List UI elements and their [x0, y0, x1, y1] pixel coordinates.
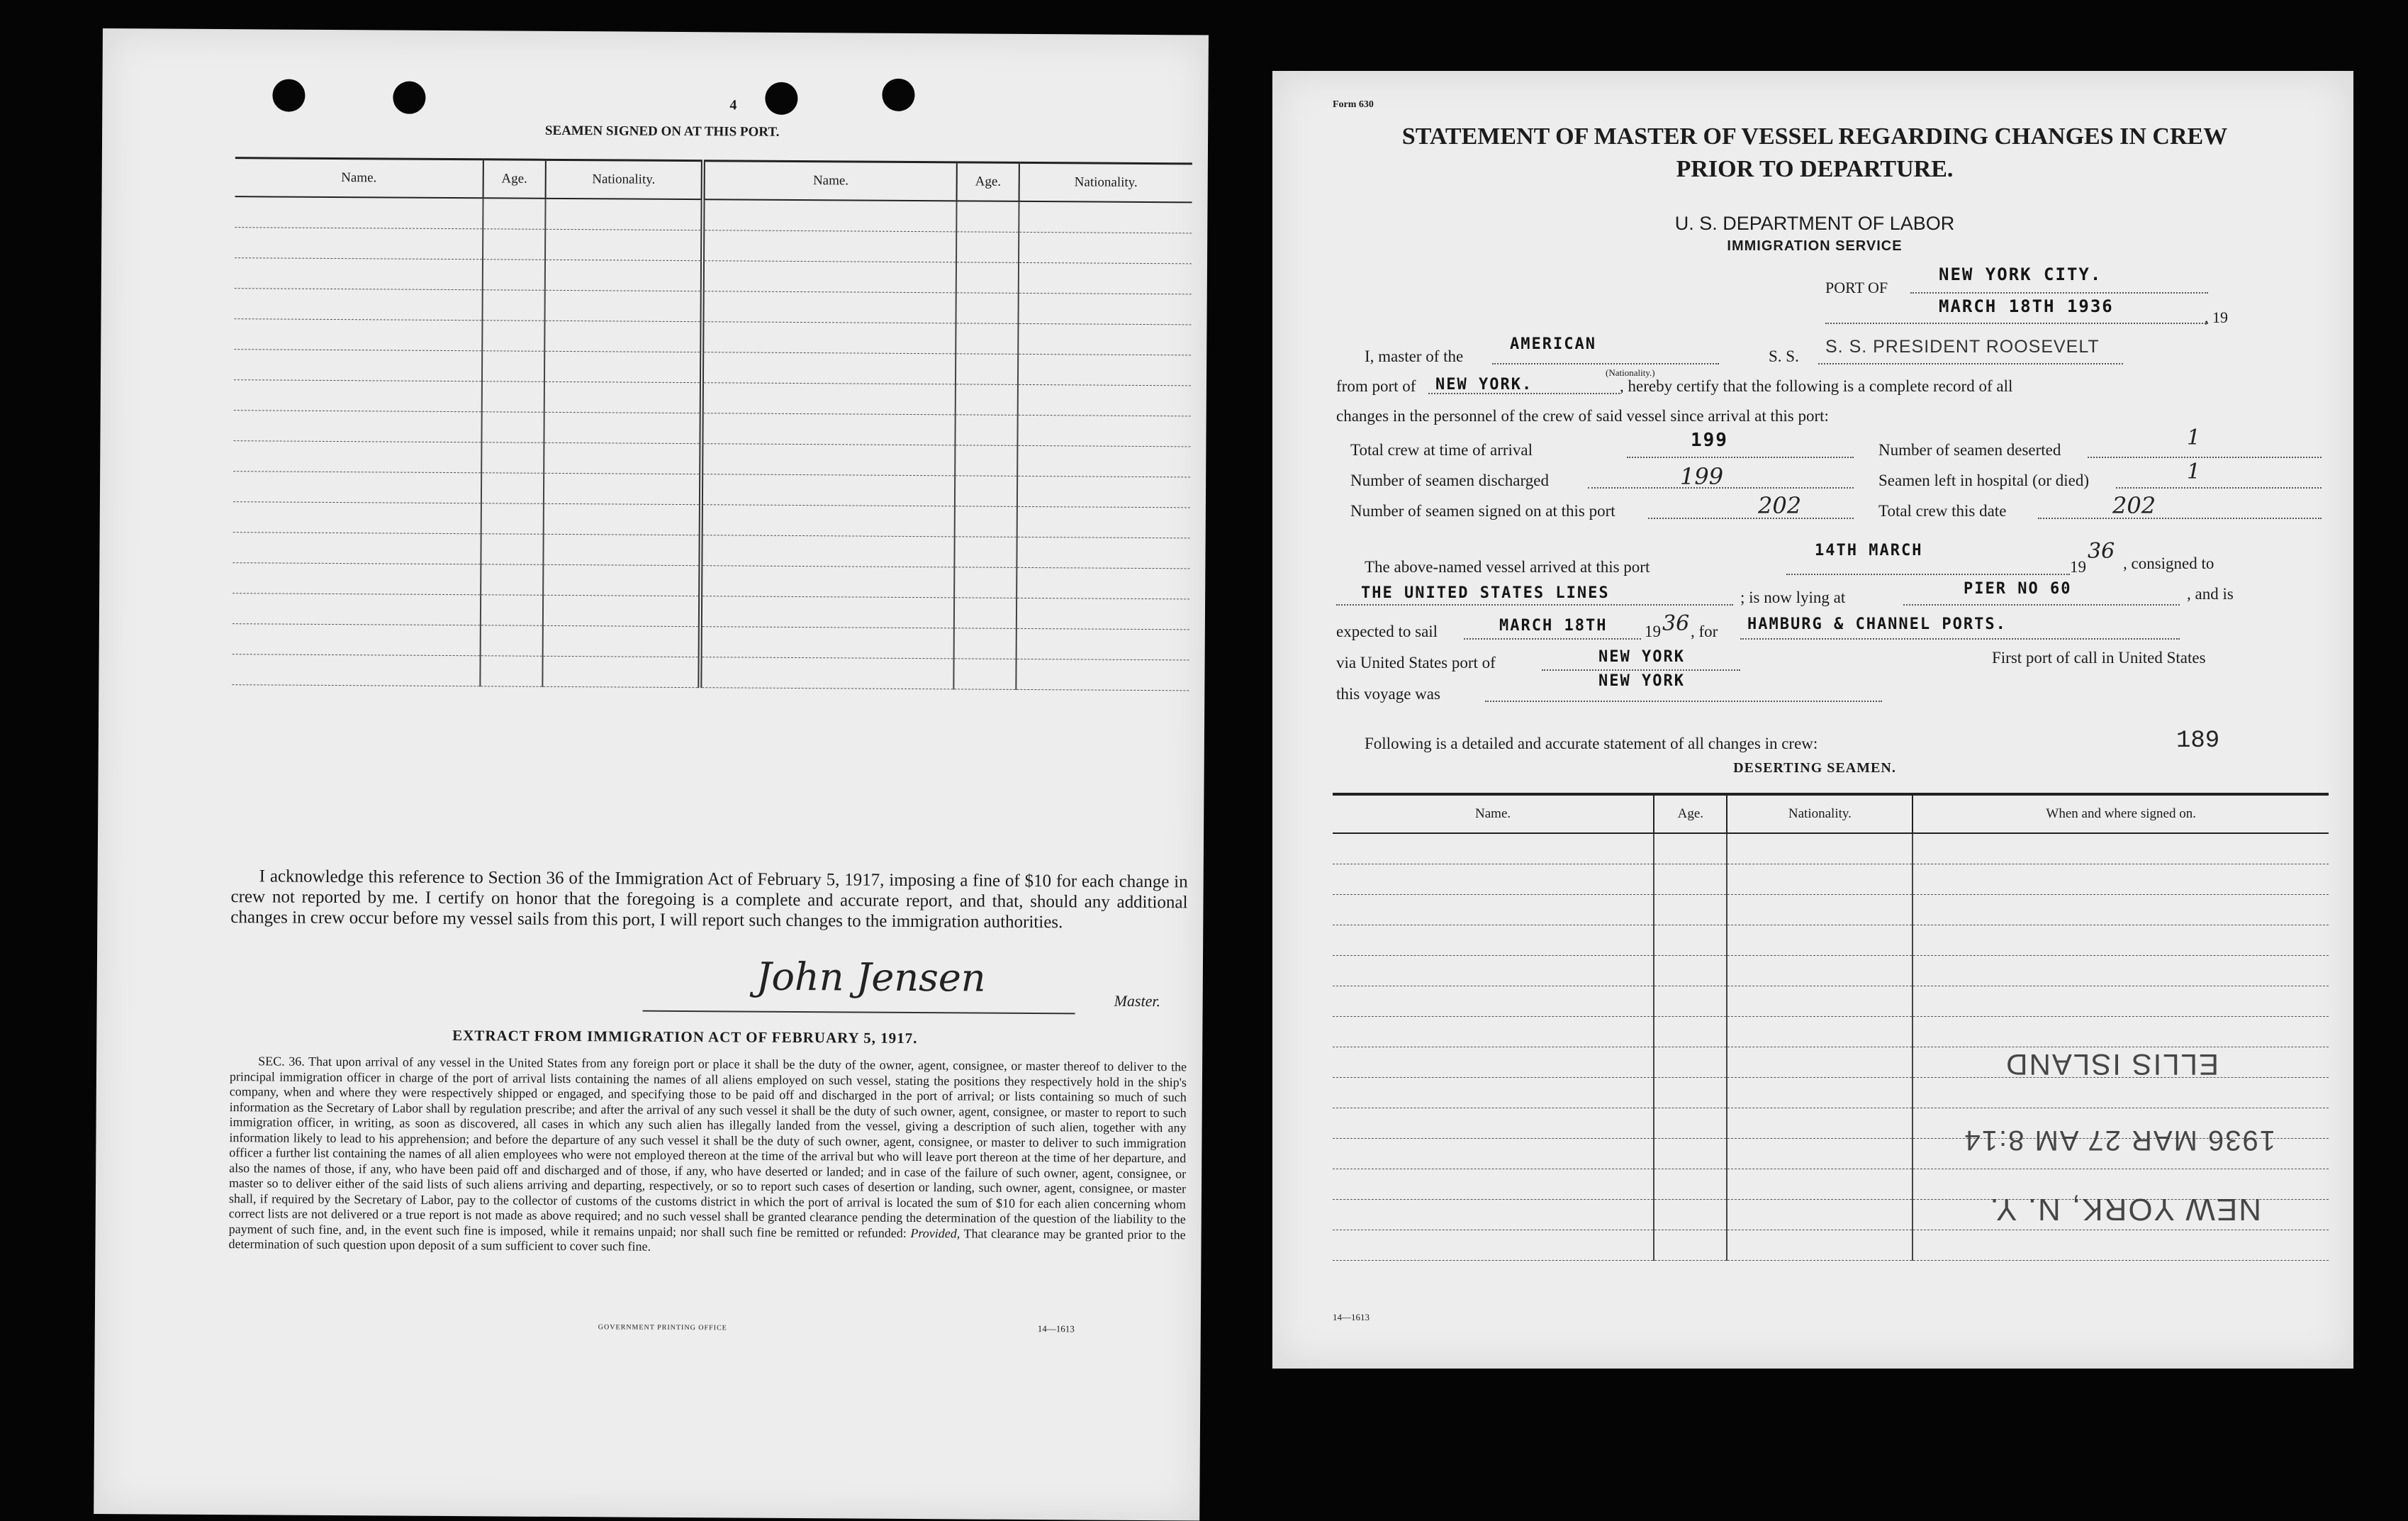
table-cell [1017, 567, 1189, 598]
table-cell [542, 656, 700, 687]
for-label: , for [1691, 623, 1718, 640]
table-cell [233, 533, 481, 564]
total-date-label: Total crew this date [1878, 502, 2007, 520]
table-cell [700, 566, 954, 598]
col-signed-on: When and where signed on. [1913, 794, 2329, 833]
table-cell [544, 473, 702, 504]
table-cell [235, 289, 483, 321]
table-cell [1019, 232, 1192, 263]
table-cell [956, 232, 1019, 263]
table-cell [956, 384, 1018, 416]
punch-hole [882, 79, 914, 111]
lying-label: ; is now lying at [1740, 589, 1846, 606]
table-cell [1913, 895, 2329, 925]
table-cell [234, 350, 482, 381]
col-age: Age. [1654, 794, 1727, 833]
vessel-name: S. S. PRESIDENT ROOSEVELT [1825, 337, 2100, 357]
from-port-label: from port of [1336, 377, 1416, 395]
table-cell [483, 229, 545, 260]
ss-label: S. S. [1769, 347, 1799, 365]
deserting-title: DESERTING SEAMEN. [1733, 760, 1896, 776]
table-cell [233, 594, 481, 625]
table-cell [1913, 1230, 2329, 1261]
this-voyage-label: this voyage was [1336, 685, 1440, 703]
table-cell [1018, 384, 1191, 416]
table-cell [702, 261, 956, 293]
col-age: Age. [957, 162, 1019, 201]
year-19-b: 19 [1645, 623, 1661, 640]
hospital-value: 1 [2187, 459, 2201, 484]
table-cell [544, 442, 702, 474]
table-cell [1654, 1017, 1727, 1047]
table-cell [956, 415, 1018, 446]
table-cell [481, 442, 544, 474]
table-cell [1727, 895, 1913, 925]
table-cell [702, 230, 956, 262]
table-cell [1654, 1200, 1727, 1230]
date-value: MARCH 18TH 1936 [1939, 296, 2114, 316]
punch-hole [393, 82, 425, 114]
table-cell [1654, 1230, 1727, 1261]
table-cell [1333, 1047, 1654, 1078]
stamp-date: 1936 MAR 27 AM 8:14 [1963, 1125, 2275, 1156]
table-cell [1333, 1230, 1654, 1261]
table-cell [234, 380, 482, 412]
table-cell [233, 441, 481, 473]
table-cell [544, 321, 702, 352]
table-row [1333, 833, 2329, 864]
table-cell [955, 506, 1017, 537]
table-cell [481, 595, 543, 626]
table-cell [481, 534, 543, 565]
table-cell [1654, 1078, 1727, 1108]
col-nationality: Nationality. [545, 160, 703, 199]
table-cell [1017, 537, 1189, 568]
table-cell [545, 260, 703, 291]
master-label: Master. [1114, 991, 1161, 1010]
signed-on-label: Number of seamen signed on at this port [1350, 502, 1615, 520]
signed-on-title: SEAMEN SIGNED ON AT THIS PORT. [544, 123, 780, 140]
table-cell [955, 537, 1017, 568]
seamen-signed-on-table [232, 157, 1192, 691]
table-cell [1017, 476, 1190, 507]
sail-year: 36 [1662, 611, 1690, 636]
table-cell [1913, 864, 2329, 895]
table-cell [233, 624, 481, 656]
table-cell [1017, 598, 1189, 629]
stamp-number: 189 [2176, 728, 2220, 754]
col-name: Name. [1333, 794, 1654, 833]
first-port-label: First port of call in United States [1992, 649, 2206, 667]
table-cell [544, 351, 702, 382]
port-of-label: PORT OF [1825, 279, 1888, 296]
table-cell [233, 472, 481, 503]
left-page [94, 28, 1209, 1520]
year-suffix: , 19 [2205, 308, 2228, 326]
col-name: Name. [235, 158, 483, 199]
page-number: 4 [729, 97, 737, 113]
total-arrival-value: 199 [1691, 430, 1728, 451]
col-age: Age. [483, 160, 546, 199]
first-port-value: NEW YORK [1598, 672, 1685, 690]
total-date-value: 202 [2112, 492, 2156, 519]
table-cell [1654, 1108, 1727, 1139]
from-port-value: NEW YORK. [1435, 376, 1533, 394]
punch-hole [765, 82, 797, 115]
table-cell [543, 503, 701, 535]
table-cell [700, 657, 954, 689]
master-of-label: I, master of the [1365, 347, 1464, 365]
table-cell [1017, 445, 1190, 477]
table-cell [482, 351, 544, 382]
table-cell [956, 354, 1018, 385]
table-cell [1333, 864, 1654, 895]
following-text: Following is a detailed and accurate statement of all changes in crew: [1365, 735, 1818, 752]
table-cell [702, 291, 956, 323]
department: U. S. DEPARTMENT OF LABOR [1674, 213, 1955, 234]
table-cell [1727, 1230, 1913, 1261]
table-cell [957, 201, 1019, 232]
table-cell [545, 199, 703, 230]
table-cell [1654, 956, 1727, 986]
table-cell [956, 293, 1019, 324]
table-cell [1019, 201, 1192, 233]
table-cell [1727, 925, 1913, 956]
table-cell [700, 627, 954, 659]
table-cell [1333, 833, 1654, 864]
table-cell [1018, 323, 1191, 355]
table-cell [1019, 262, 1192, 294]
left-form-code: 14—1613 [1037, 1323, 1075, 1335]
table-cell [1654, 986, 1727, 1017]
table-cell [1333, 1108, 1654, 1139]
punch-hole [272, 79, 305, 111]
table-row [1333, 895, 2329, 925]
table-cell [702, 322, 956, 354]
consignee-value: THE UNITED STATES LINES [1361, 584, 1610, 602]
total-arrival-label: Total crew at time of arrival [1350, 441, 1533, 459]
table-cell [956, 262, 1019, 294]
table-cell [483, 198, 545, 229]
form-title-line1: STATEMENT OF MASTER OF VESSEL REGARDING CHANGES IN CREW [1401, 123, 2228, 150]
table-cell [1333, 1017, 1654, 1047]
extract-text [228, 1054, 1187, 1258]
table-cell [701, 535, 955, 567]
table-cell [1017, 628, 1189, 659]
table-row [1333, 956, 2329, 986]
table-cell [1333, 1078, 1654, 1108]
extract-tail: That clearance may be granted prior to the determination of such question upon deposit of a sum sufficient to cover such fine. [228, 1225, 1186, 1254]
form-label: Form 630 [1333, 99, 1374, 110]
signature-line [643, 1010, 1075, 1015]
stamp-city: NEW YORK, N. Y. [1988, 1192, 2261, 1227]
via-value: NEW YORK [1598, 648, 1685, 666]
table-cell [954, 659, 1017, 690]
right-form-code: 14—1613 [1333, 1312, 1370, 1322]
table-cell [1333, 1139, 1654, 1169]
table-cell [954, 567, 1017, 598]
table-row [1333, 1230, 2329, 1261]
service: IMMIGRATION SERVICE [1727, 238, 1903, 254]
table-cell [955, 445, 1017, 477]
printing-office: GOVERNMENT PRINTING OFFICE [598, 1323, 727, 1332]
table-row [1333, 925, 2329, 956]
extract-provided: Provided, [910, 1225, 961, 1240]
table-cell [1333, 956, 1654, 986]
table-row [232, 654, 1189, 691]
table-cell [1913, 833, 2329, 864]
table-cell [481, 473, 544, 504]
table-cell [543, 534, 701, 565]
table-cell [483, 290, 545, 321]
col-nationality: Nationality. [1019, 162, 1192, 202]
col-nationality: Nationality. [1727, 794, 1913, 833]
table-cell [544, 412, 702, 443]
table-cell [544, 381, 702, 413]
table-row [1333, 864, 2329, 895]
table-cell [702, 383, 956, 415]
table-cell [482, 321, 544, 352]
table-cell [1727, 833, 1913, 864]
discharged-label: Number of seamen discharged [1350, 472, 1549, 489]
table-cell [701, 474, 955, 506]
table-cell [480, 656, 542, 687]
table-cell [702, 444, 956, 476]
table-cell [481, 625, 543, 657]
table-cell [233, 502, 481, 534]
year-19: 19 [2070, 558, 2086, 576]
table-cell [1654, 1169, 1727, 1200]
destination-value: HAMBURG & CHANNEL PORTS. [1747, 615, 2007, 633]
table-cell [1018, 354, 1191, 385]
table-cell [235, 228, 483, 260]
discharged-value: 199 [1680, 463, 1724, 490]
deserted-value: 1 [2187, 425, 2201, 450]
via-label: via United States port of [1336, 654, 1496, 672]
table-cell [1333, 986, 1654, 1017]
table-cell [482, 381, 544, 413]
pier-value: PIER NO 60 [1964, 580, 2072, 598]
table-cell [1727, 864, 1913, 895]
consigned-label: , consigned to [2123, 555, 2214, 572]
expected-label: expected to sail [1336, 623, 1438, 640]
table-cell [1017, 506, 1190, 537]
table-cell [235, 258, 483, 290]
table-cell [545, 229, 703, 260]
arrived-year: 36 [2088, 539, 2115, 564]
extract-body: SEC. 36. That upon arrival of any vessel in the United States from any foreign port or place it shall be the duty of the owner, agent, consignee, or master thereof to deliver to the principal immigration officer in charge of the port of arrival lists containing the names of all aliens employed on such vessel, stating the positions they respectively hold in the ship's company, when and where they were respectively shipped or engaged, and specifying those to be paid off and discharged in the port of arrival; or lists containing so much of such information as the Secretary of Labor shall by regulation prescribe; and after the arrival of any such vessel it shall be the duty of such owner, agent, consignee, or master to report to such immigration officer, in writing, as soon as discovered, all cases in which any such alien has illegally landed from the vessel, giving a description of such alien, together with any information likely to lead to his apprehension; and before the departure of any such vessel it shall be the duty of such owner, agent, consignee, or master to deliver to such immigration officer a further list containing the names of all alien employees who were not employed thereon at the time of the arrival but who will leave port thereon at the time of her departure, and also the names of those, if any, who have been paid off and discharged and of those, if any, who have deserted or landed; and in case of the failure of such owner, agent, consignee, or master so to deliver either of the said lists of such aliens arriving and departing, respectively, or so to report such cases of desertion or landing, such owner, agent, consignee, or master shall, if required by the Secretary of Labor, pay to the collector of customs of the customs district in which the port of arrival is located the sum of $10 for each alien concerning whom correct lists are not delivered or a true report is not made as above required; and no such vessel shall be granted clearance pending the determination of the question of the liability to the payment of such fine, and, in the event such fine is imposed, while it remains unpaid; nor shall such fine be remitted or refunded: [228, 1054, 1187, 1240]
arrived-value: 14TH MARCH [1815, 542, 1923, 559]
extract-title: EXTRACT FROM IMMIGRATION ACT OF FEBRUARY 5, 1917. [452, 1027, 918, 1047]
nationality-caption: (Nationality.) [1606, 367, 1655, 378]
table-cell [1333, 895, 1654, 925]
ellis-island-stamp [1878, 1007, 2275, 1234]
table-cell [235, 196, 483, 229]
table-cell [543, 564, 701, 596]
table-cell [542, 625, 700, 657]
table-cell [701, 505, 955, 537]
table-cell [544, 290, 702, 321]
changes-text: changes in the personnel of the crew of said vessel since arrival at this port: [1336, 407, 1829, 425]
sail-value: MARCH 18TH [1499, 617, 1608, 635]
nationality-value: AMERICAN [1510, 335, 1596, 353]
table-cell [233, 563, 481, 595]
arrived-label: The above-named vessel arrived at this port [1365, 558, 1650, 576]
table-cell [1654, 833, 1727, 864]
certify-text: , hereby certify that the following is a complete record of all [1620, 377, 2013, 395]
table-cell [1654, 1139, 1727, 1169]
table-cell [954, 598, 1017, 629]
table-cell [956, 323, 1019, 355]
table-cell [702, 413, 956, 445]
acknowledgment-text: I acknowledge this reference to Section 36 of the Immigration Act of February 5, 1917, imposing a fine of $10 for each change in crew not reported by me. I certify on honor that the foregoing is a complete and accurate report, and that, should any additional changes in crew occur before my vessel sails from this port, I will report such changes to the immigration authorities. [230, 867, 1188, 932]
col-name: Name. [703, 161, 957, 201]
table-cell [234, 319, 482, 351]
table-cell [1727, 956, 1913, 986]
table-cell [481, 503, 544, 535]
table-cell [1333, 1169, 1654, 1200]
table-cell [1333, 1200, 1654, 1230]
port-value: NEW YORK CITY. [1939, 264, 2102, 284]
table-cell [1019, 293, 1192, 324]
table-cell [481, 564, 543, 596]
hospital-label: Seamen left in hospital (or died) [1878, 472, 2090, 489]
table-cell [1654, 1047, 1727, 1078]
table-cell [702, 352, 956, 384]
table-cell [1913, 925, 2329, 956]
table-cell [232, 654, 480, 686]
master-signature: John Jensen [756, 954, 986, 1001]
deserted-label: Number of seamen deserted [1878, 441, 2061, 459]
table-cell [955, 476, 1017, 507]
and-is: , and is [2187, 585, 2234, 603]
stamp-place: ELLIS ISLAND [2005, 1048, 2219, 1081]
table-cell [233, 411, 481, 442]
table-cell [1654, 895, 1727, 925]
signed-on-value: 202 [1758, 492, 1802, 519]
table-cell [483, 260, 545, 291]
table-cell [703, 199, 957, 232]
table-cell [954, 628, 1017, 659]
form-title-line2: PRIOR TO DEPARTURE. [1676, 156, 1954, 182]
table-cell [700, 596, 954, 628]
table-cell [1913, 956, 2329, 986]
table-cell [1017, 415, 1190, 446]
form-title [1272, 121, 2357, 186]
table-cell [482, 412, 544, 443]
table-cell [1654, 864, 1727, 895]
table-cell [1016, 659, 1189, 690]
table-cell [543, 595, 701, 626]
table-cell [1654, 925, 1727, 956]
table-cell [1333, 925, 1654, 956]
